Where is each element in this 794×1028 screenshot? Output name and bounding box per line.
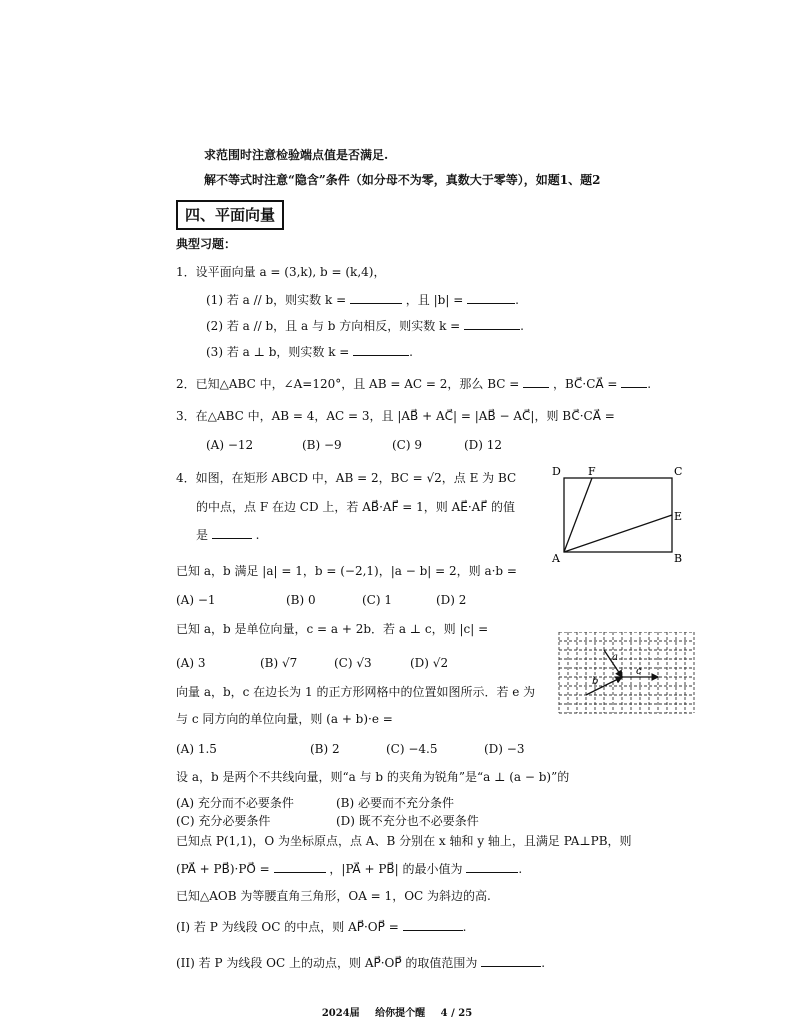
label-a: A bbox=[552, 552, 560, 565]
q7-option-c[interactable]: (C) −4.5 bbox=[386, 742, 438, 756]
q7-option-d[interactable]: (D) −3 bbox=[484, 742, 525, 756]
q2-line: 2．已知△ABC 中，∠A=120°，且 AB = AC = 2，那么 BC = ，BC⃗·CA⃗ = . bbox=[176, 377, 652, 391]
q1-part1-a: (1) 若 a // b，则实数 k = bbox=[206, 293, 347, 307]
q8-option-d[interactable]: (D) 既不充分也不必要条件 bbox=[336, 814, 479, 828]
q2-text-a: 2．已知△ABC 中，∠A=120°，且 AB = AC = 2，那么 BC = bbox=[176, 377, 520, 391]
label-d: D bbox=[552, 465, 561, 478]
q9-blank-dot[interactable] bbox=[274, 860, 326, 873]
q2-text-b: ，BC⃗·CA⃗ = bbox=[552, 377, 618, 391]
q8-stem: 设 a，b 是两个不共线向量，则“a 与 b 的夹角为锐角”是“a ⊥ (a − b)”的 bbox=[176, 770, 570, 784]
q1-part1-b: ，且 |b| = bbox=[405, 293, 464, 307]
q1-part3: (3) 若 a ⊥ b，则实数 k = . bbox=[206, 345, 413, 359]
rectangle-figure bbox=[548, 462, 694, 566]
q5-option-d[interactable]: (D) 2 bbox=[436, 593, 467, 607]
q2-blank-dot[interactable] bbox=[621, 375, 647, 388]
section-subtitle: 典型习题： bbox=[176, 237, 237, 251]
q3-option-c[interactable]: (C) 9 bbox=[392, 438, 422, 452]
label-b: B bbox=[674, 552, 683, 565]
segment-af bbox=[564, 478, 592, 552]
q8-option-c[interactable]: (C) 充分必要条件 bbox=[176, 814, 271, 828]
q7-option-a[interactable]: (A) 1.5 bbox=[176, 742, 217, 756]
q10-part2-text: (II) 若 P 为线段 OC 上的动点，则 AP⃗·OP⃗ 的取值范围为 bbox=[176, 956, 478, 970]
q4-blank[interactable] bbox=[212, 526, 252, 539]
q4-line1: 4．如图，在矩形 ABCD 中，AB = 2，BC = √2，点 E 为 BC bbox=[176, 471, 517, 485]
q10-blank-1[interactable] bbox=[403, 918, 463, 931]
q9-line1: 已知点 P(1,1)，O 为坐标原点，点 A、B 分别在 x 轴和 y 轴上，且满足 PA⊥PB，则 bbox=[176, 834, 632, 848]
q1-part1: (1) 若 a // b，则实数 k = ，且 |b| = . bbox=[206, 293, 519, 307]
q4-line2: 的中点，点 F 在边 CD 上，若 AB⃗·AF⃗ = 1，则 AE⃗·AF⃗ 的值 bbox=[196, 500, 516, 514]
q1-blank-k3[interactable] bbox=[353, 343, 409, 356]
q1-blank-k1[interactable] bbox=[350, 291, 402, 304]
note-endpoint: 求范围时注意检验端点值是否满足. bbox=[204, 148, 389, 162]
q4-line3-text: 是 bbox=[196, 528, 209, 542]
q7-option-b[interactable]: (B) 2 bbox=[310, 742, 340, 756]
q9-line2-b: ，|PA⃗ + PB⃗| 的最小值为 bbox=[329, 862, 463, 876]
label-vector-c: c bbox=[636, 666, 642, 677]
footer-page-number: 4 / 25 bbox=[440, 1008, 473, 1019]
label-e: E bbox=[674, 510, 683, 523]
q3-option-d[interactable]: (D) 12 bbox=[464, 438, 503, 452]
q10-stem: 已知△AOB 为等腰直角三角形，OA = 1，OC 为斜边的高. bbox=[176, 889, 491, 903]
q6-option-c[interactable]: (C) √3 bbox=[334, 656, 372, 670]
label-c: C bbox=[674, 465, 683, 478]
square-grid bbox=[559, 632, 694, 713]
q3-stem: 3．在△ABC 中，AB = 4，AC = 3，且 |AB⃗ + AC⃗| = |AB⃗ − AC⃗|，则 BC⃗·CA⃗ = bbox=[176, 409, 615, 423]
q5-option-a[interactable]: (A) −1 bbox=[176, 593, 216, 607]
q8-option-b[interactable]: (B) 必要而不充分条件 bbox=[336, 796, 454, 810]
q1-blank-normb[interactable] bbox=[467, 291, 515, 304]
q6-option-a[interactable]: (A) 3 bbox=[176, 656, 206, 670]
q5-stem: 已知 a，b 满足 |a| = 1，b = (−2,1)，|a − b| = 2，则 a·b = bbox=[176, 564, 517, 578]
label-f: F bbox=[588, 465, 596, 478]
q8-option-a[interactable]: (A) 充分而不必要条件 bbox=[176, 796, 294, 810]
footer-series: 给你提个醒 bbox=[375, 1008, 426, 1019]
q5-option-c[interactable]: (C) 1 bbox=[362, 593, 392, 607]
q1-blank-k2[interactable] bbox=[464, 317, 520, 330]
label-vector-a: a bbox=[612, 652, 618, 663]
q10-blank-2[interactable] bbox=[481, 954, 541, 967]
q7-line1: 向量 a，b，c 在边长为 1 的正方形网格中的位置如图所示．若 e 为 bbox=[176, 685, 536, 699]
q10-part1: (I) 若 P 为线段 OC 的中点，则 AP⃗·OP⃗ = . bbox=[176, 920, 467, 934]
label-vector-b: b bbox=[592, 676, 599, 687]
q7-line2: 与 c 同方向的单位向量，则 (a + b)·e = bbox=[176, 712, 393, 726]
page-footer bbox=[0, 1004, 794, 1019]
section-title: 四、平面向量 bbox=[176, 200, 284, 230]
q6-option-d[interactable]: (D) √2 bbox=[410, 656, 449, 670]
q2-blank-bc[interactable] bbox=[523, 375, 549, 388]
segment-ae bbox=[564, 515, 672, 552]
q10-part1-text: (I) 若 P 为线段 OC 的中点，则 AP⃗·OP⃗ = bbox=[176, 920, 399, 934]
q4-line3: 是 . bbox=[196, 528, 260, 542]
q3-option-a[interactable]: (A) −12 bbox=[206, 438, 254, 452]
note-implicit-conditions: 解不等式时注意“隐含”条件（如分母不为零，真数大于零等），如题1、题2 bbox=[204, 173, 601, 187]
rectangle-abcd bbox=[564, 478, 672, 552]
q3-option-b[interactable]: (B) −9 bbox=[302, 438, 342, 452]
grid-figure bbox=[552, 632, 698, 720]
q6-option-b[interactable]: (B) √7 bbox=[260, 656, 298, 670]
q1-part2: (2) 若 a // b，且 a 与 b 方向相反，则实数 k = . bbox=[206, 319, 524, 333]
q9-line2: (PA⃗ + PB⃗)·PO⃗ = ，|PA⃗ + PB⃗| 的最小值为 . bbox=[176, 862, 523, 876]
footer-year: 2024届 bbox=[321, 1008, 360, 1019]
q6-stem: 已知 a，b 是单位向量，c = a + 2b．若 a ⊥ c，则 |c| = bbox=[176, 622, 489, 636]
q1-part3-text: (3) 若 a ⊥ b，则实数 k = bbox=[206, 345, 350, 359]
q1-stem: 1．设平面向量 a = (3,k), b = (k,4)， bbox=[176, 265, 386, 279]
q9-blank-min[interactable] bbox=[466, 860, 518, 873]
q5-option-b[interactable]: (B) 0 bbox=[286, 593, 316, 607]
q9-line2-a: (PA⃗ + PB⃗)·PO⃗ = bbox=[176, 862, 270, 876]
q10-part2: (II) 若 P 为线段 OC 上的动点，则 AP⃗·OP⃗ 的取值范围为 . bbox=[176, 956, 546, 970]
q1-part2-text: (2) 若 a // b，且 a 与 b 方向相反，则实数 k = bbox=[206, 319, 461, 333]
